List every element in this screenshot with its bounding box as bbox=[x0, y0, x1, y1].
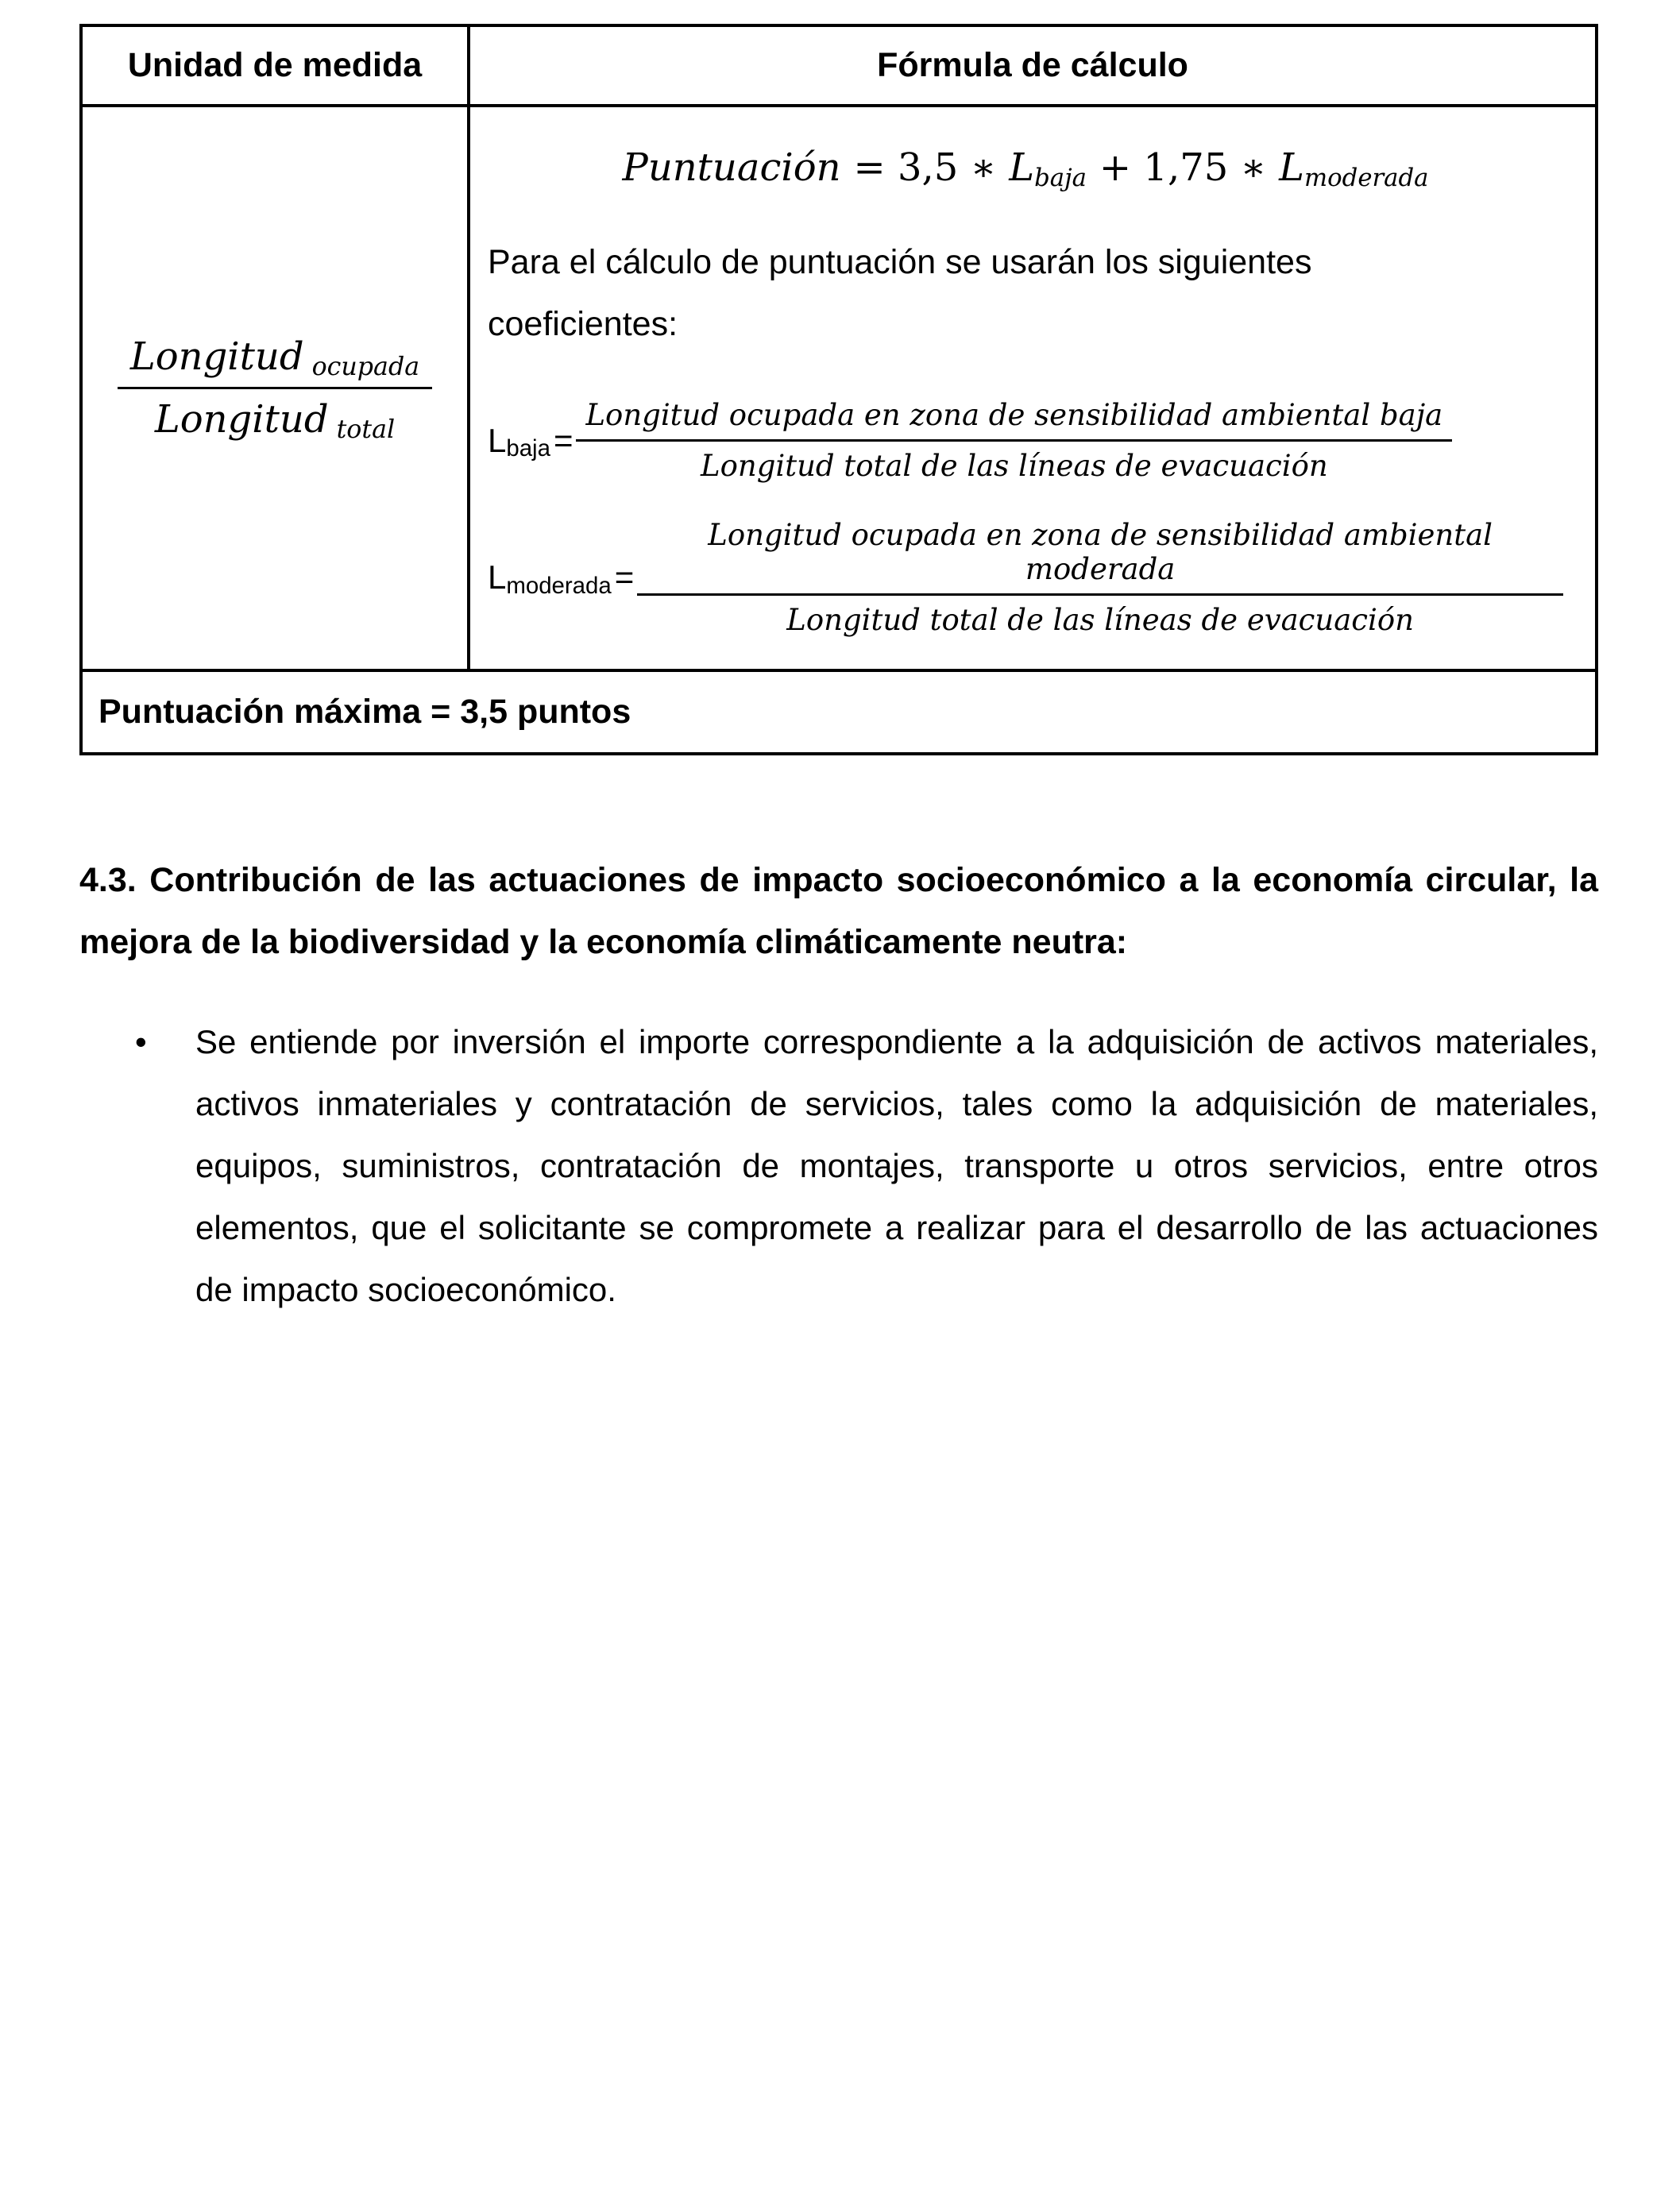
equation-var2-subscript: moderada bbox=[1304, 163, 1429, 192]
equation-var2-letter: L bbox=[1279, 145, 1305, 190]
table-footer-row bbox=[83, 669, 1595, 752]
section-heading-4-3: 4.3. Contribución de las actuaciones de impacto socioeconómico a la economía circular, la mejora de la biodiversidad y la economía climáticamente neutra: bbox=[79, 861, 1598, 961]
equation-op1: = 3,5 ∗ bbox=[853, 145, 997, 190]
l-moderada-fraction bbox=[637, 518, 1563, 637]
l-baja-definition bbox=[488, 398, 1563, 483]
unit-fraction bbox=[118, 334, 432, 442]
l-baja-numerator: Longitud ocupada en zona de sensibilidad ambiental baja bbox=[576, 398, 1452, 442]
unit-denominator-text: Longitud bbox=[154, 397, 329, 442]
table-header-row bbox=[83, 27, 1595, 107]
coefficients-intro-line2: coeficientes: bbox=[488, 305, 678, 343]
l-baja-denominator: Longitud total de las líneas de evacuación bbox=[701, 449, 1328, 483]
l-baja-subscript: baja bbox=[506, 435, 550, 462]
max-score-text: Puntuación máxima = 3,5 puntos bbox=[98, 693, 631, 731]
unit-numerator-text: Longitud bbox=[129, 334, 304, 379]
bullet-text: Se entiende por inversión el importe correspondiente a la adquisición de activos materiales, activos inmateriales y contratación de servicios, tales como la adquisición de materiales, equipos, suministros, contratación de montajes, transporte u otros servicios, entre otros elementos, que el solicitante se compromete a realizar para el desarrollo de las actuaciones de impacto socioeconómico. bbox=[195, 1023, 1598, 1308]
l-baja-letter: L bbox=[488, 421, 507, 459]
equation-var1-letter: L bbox=[1009, 145, 1035, 190]
l-baja-label bbox=[488, 422, 576, 460]
l-moderada-letter: L bbox=[488, 558, 507, 596]
table-body-row bbox=[83, 107, 1595, 669]
unit-fraction-denominator bbox=[155, 389, 395, 442]
l-moderada-numerator: Longitud ocupada en zona de sensibilidad ambiental moderada bbox=[637, 518, 1563, 596]
l-moderada-subscript: moderada bbox=[506, 572, 612, 599]
l-moderada-equals: = bbox=[614, 558, 635, 596]
coefficients-intro bbox=[488, 231, 1563, 355]
l-moderada-label bbox=[488, 558, 637, 597]
l-moderada-definition bbox=[488, 518, 1563, 637]
unit-fraction-numerator bbox=[118, 334, 432, 389]
l-moderada-denominator: Longitud total de las líneas de evacuación bbox=[786, 603, 1414, 637]
equation-op2: + 1,75 ∗ bbox=[1099, 145, 1267, 190]
formula-cell bbox=[470, 107, 1595, 669]
equation-lhs: Puntuación bbox=[622, 145, 841, 190]
equation-var-moderada bbox=[1279, 145, 1428, 190]
scoring-table bbox=[79, 24, 1598, 755]
bullet-list-item bbox=[79, 1011, 1598, 1321]
l-baja-equals: = bbox=[553, 421, 574, 459]
unit-cell bbox=[83, 107, 470, 669]
coefficients-intro-line1: Para el cálculo de puntuación se usarán los siguientes bbox=[488, 243, 1312, 281]
unit-numerator-subscript: ocupada bbox=[311, 352, 420, 381]
equation-var1-subscript: baja bbox=[1034, 163, 1087, 192]
unit-denominator-subscript: total bbox=[336, 415, 396, 444]
score-equation bbox=[488, 145, 1563, 190]
l-baja-fraction bbox=[576, 398, 1452, 483]
bullet-icon: • bbox=[135, 1023, 147, 1060]
equation-var-baja bbox=[1009, 145, 1087, 190]
formula-header: Fórmula de cálculo bbox=[877, 46, 1188, 84]
unit-of-measure-header: Unidad de medida bbox=[83, 27, 470, 104]
